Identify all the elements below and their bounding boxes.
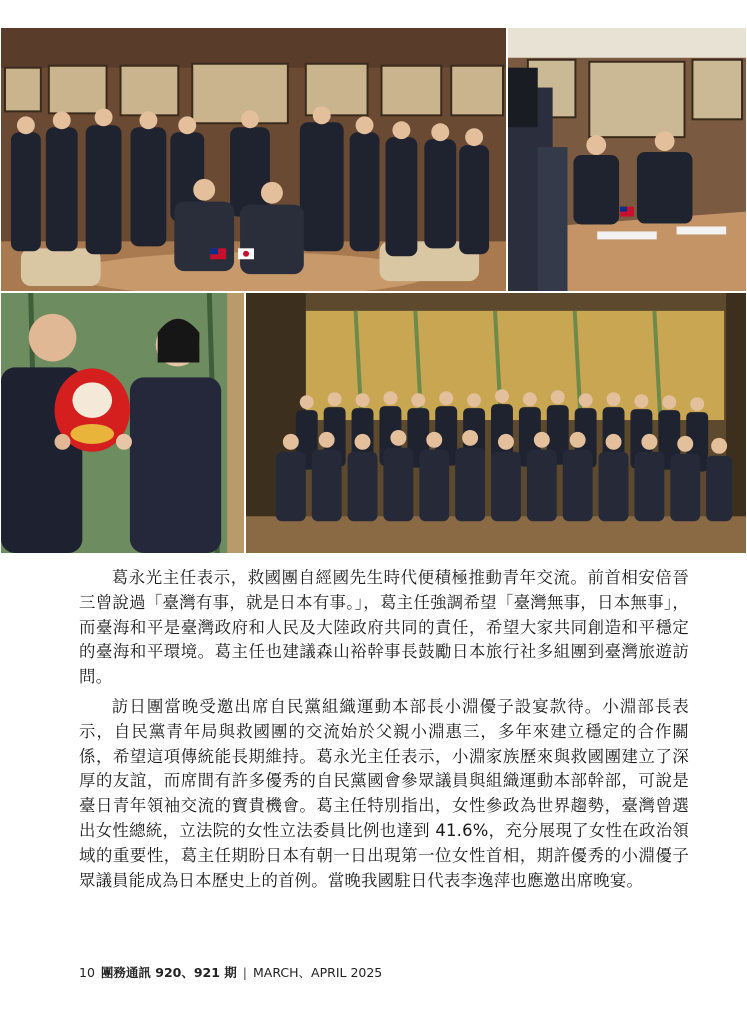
- article-paragraph: 訪日團當晚受邀出席自民黨組織運動本部長小淵優子設宴款待。小淵部長表示，自民黨青年局與救國團的交流始於父親小淵惠三，多年來建立穩定的合作關係，希望這項傳統能長期維持。葛永光主任表示，小淵家族歷來與救國團建立了深厚的友誼，而席間有許多優秀的自民黨國會參眾議員與組織運動本部幹部，可說是臺日青年領袖交流的寶貴機會。葛主任特別指出，女性參政為世界趨勢，臺灣曾選出女性總統，立法院的女性立法委員比例也達到 41.6%，充分展現了女性在政治領域的重要性，葛主任期盼日本有朝一日出現第一位女性首相，期許優秀的小淵優子眾議員能成為日本歷史上的首例。當晚我國駐日代表李逸萍也應邀出席晚宴。: [79, 696, 689, 890]
- footer-separator: |: [242, 964, 248, 980]
- group-photo-icon: [1, 28, 506, 291]
- page-footer: [79, 963, 382, 981]
- gift-exchange-photo-icon: [1, 293, 244, 553]
- banquet-group-photo: [245, 292, 747, 554]
- banquet-group-photo-icon: [246, 293, 746, 553]
- issue-date: MARCH、APRIL 2025: [253, 965, 383, 980]
- meeting-table-photo: [507, 27, 747, 292]
- article-body: [79, 566, 689, 898]
- daruma-gift-photo: [0, 292, 245, 554]
- page-number: 10: [79, 964, 95, 980]
- group-photo-portrait-room: [0, 27, 507, 292]
- article-paragraph: 葛永光主任表示，救國團自經國先生時代便積極推動青年交流。前首相安倍晉三曾說過「臺灣有事，就是日本有事。」，葛主任強調希望「臺灣無事，日本無事」，而臺海和平是臺灣政府和人民及大陸政府共同的責任，希望大家共同創造和平穩定的臺海和平環境。葛主任也建議森山裕幹事長鼓勵日本旅行社多組團到臺灣旅遊訪問。: [79, 568, 689, 687]
- publication-name: 團務通訊 920、921 期: [100, 965, 237, 980]
- meeting-photo-icon: [508, 28, 746, 291]
